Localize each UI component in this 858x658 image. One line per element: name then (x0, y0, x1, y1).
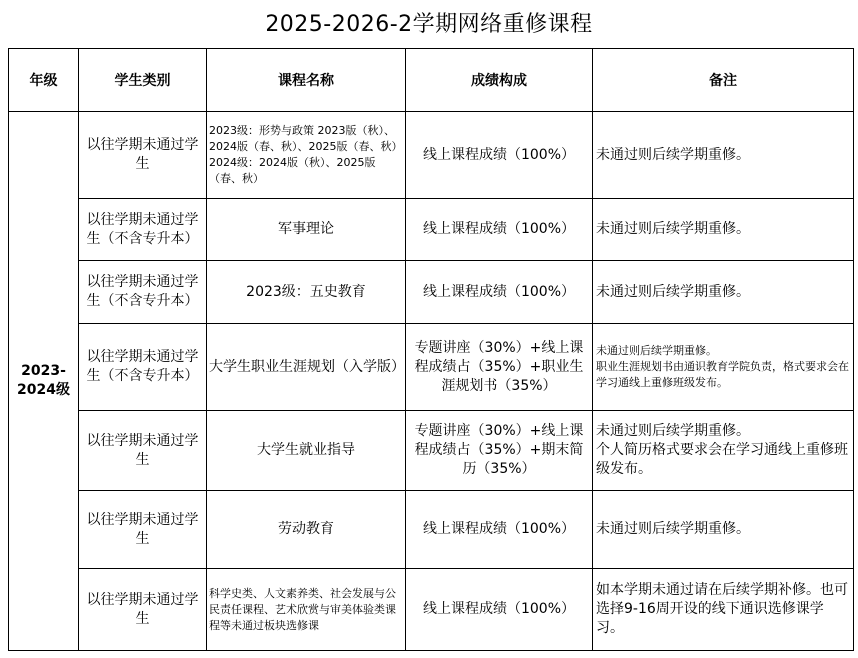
remark-text: 未通过则后续学期重修。 个人简历格式要求会在学习通线上重修班级发布。 (596, 423, 848, 477)
remark-cell (593, 324, 854, 411)
score-cell: 线上课程成绩（100%） (406, 569, 593, 651)
student-type-cell: 以往学期未通过学生 (79, 491, 207, 569)
score-cell: 线上课程成绩（100%） (406, 112, 593, 199)
page-title: 2025-2026-2学期网络重修课程 (265, 12, 593, 37)
table-row (9, 569, 854, 651)
grade-cell (9, 112, 79, 651)
student-type-cell: 以往学期未通过学生 (79, 411, 207, 491)
course-name-cell: 劳动教育 (207, 491, 406, 569)
grade-label: 2023-2024级 (17, 363, 70, 398)
table-row (9, 324, 854, 411)
header-remarks: 备注 (593, 49, 854, 112)
remark-cell: 如本学期未通过请在后续学期补修。也可选择9-16周开设的线下通识选修课学习。 (593, 569, 854, 651)
header-score-composition: 成绩构成 (406, 49, 593, 112)
student-type-cell: 以往学期未通过学生（不含专升本） (79, 199, 207, 261)
student-type-cell: 以往学期未通过学生（不含专升本） (79, 324, 207, 411)
score-cell: 专题讲座（30%）+线上课程成绩占（35%）+职业生涯规划书（35%） (406, 324, 593, 411)
remark-cell: 未通过则后续学期重修。 (593, 112, 854, 199)
course-name-cell: 科学史类、人文素养类、社会发展与公民责任课程、艺术欣赏与审美体验类课程等未通过板块选修课 (207, 569, 406, 651)
student-type-cell: 以往学期未通过学生（不含专升本） (79, 261, 207, 324)
student-type-cell: 以往学期未通过学生 (79, 112, 207, 199)
course-name-cell: 军事理论 (207, 199, 406, 261)
table-row (9, 261, 854, 324)
table-row (9, 411, 854, 491)
score-cell: 线上课程成绩（100%） (406, 199, 593, 261)
table-row (9, 199, 854, 261)
course-name-cell: 大学生就业指导 (207, 411, 406, 491)
student-type-cell: 以往学期未通过学生 (79, 569, 207, 651)
course-name-cell (207, 112, 406, 199)
score-cell: 线上课程成绩（100%） (406, 261, 593, 324)
course-name-cell: 2023级：五史教育 (207, 261, 406, 324)
course-name-cell: 大学生职业生涯规划（入学版） (207, 324, 406, 411)
remark-cell: 未通过则后续学期重修。 (593, 199, 854, 261)
header-student-type: 学生类别 (79, 49, 207, 112)
header-course-name: 课程名称 (207, 49, 406, 112)
table-header-row (9, 49, 854, 112)
retake-course-table (8, 48, 854, 651)
remark-cell (593, 411, 854, 491)
header-grade: 年级 (9, 49, 79, 112)
remark-cell: 未通过则后续学期重修。 (593, 491, 854, 569)
remark-text: 未通过则后续学期重修。 职业生涯规划书由通识教育学院负责，格式要求会在学习通线上重修班级发布。 (596, 344, 849, 389)
score-cell: 线上课程成绩（100%） (406, 491, 593, 569)
remark-cell: 未通过则后续学期重修。 (593, 261, 854, 324)
table-row (9, 491, 854, 569)
score-cell: 专题讲座（30%）+线上课程成绩占（35%）+期末简历（35%） (406, 411, 593, 491)
course-name-text: 2023级：形势与政策 2023版（秋）、2024版（春、秋）、2025版（春、秋） 2024级：2024版（秋）、2025版（春、秋） (209, 124, 403, 185)
table-row (9, 112, 854, 199)
